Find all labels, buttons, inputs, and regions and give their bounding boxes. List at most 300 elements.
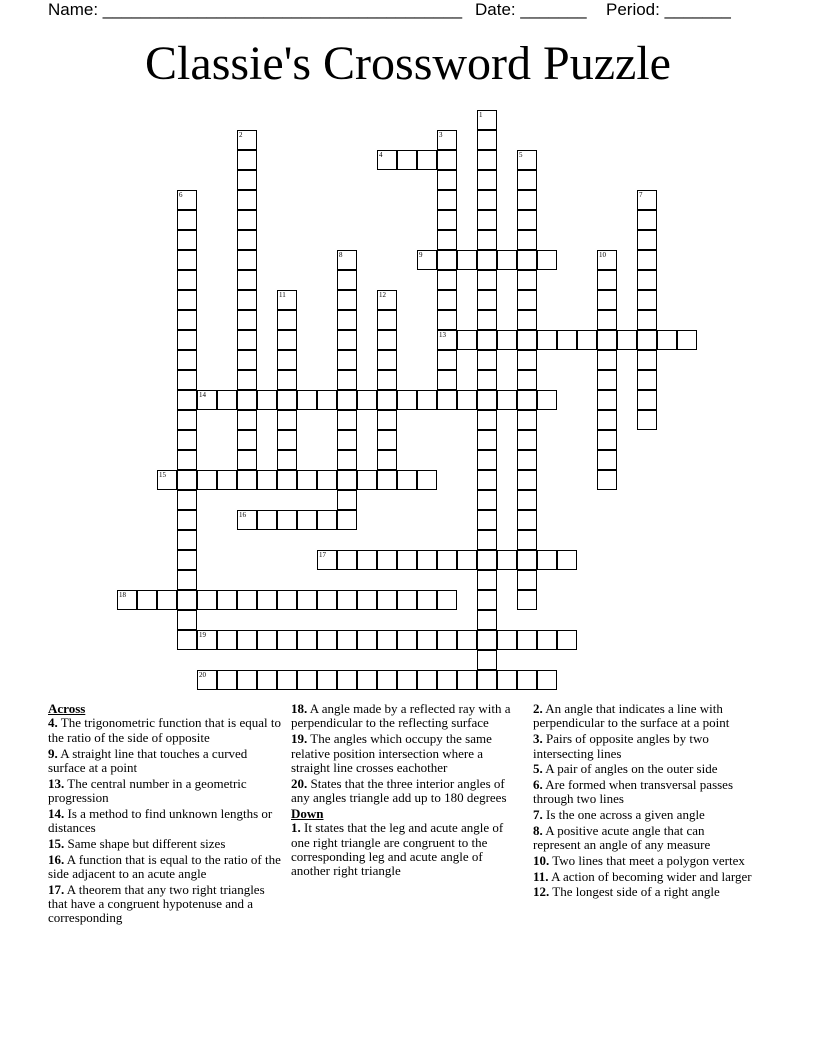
- grid-cell[interactable]: [277, 470, 297, 490]
- grid-cell[interactable]: [217, 470, 237, 490]
- grid-cell[interactable]: [317, 550, 337, 570]
- grid-cell[interactable]: [477, 390, 497, 410]
- clue-number: 14.: [48, 805, 65, 821]
- grid-cell[interactable]: [377, 150, 397, 170]
- across-clue: [48, 747, 284, 776]
- grid-cell[interactable]: [237, 450, 257, 470]
- grid-cell[interactable]: [437, 370, 457, 390]
- grid-cell[interactable]: [177, 350, 197, 370]
- grid-cell[interactable]: [477, 490, 497, 510]
- grid-cell[interactable]: [237, 290, 257, 310]
- grid-cell[interactable]: [397, 470, 417, 490]
- clue-text: A pair of angles on the outer side: [545, 761, 718, 777]
- grid-cell[interactable]: [317, 390, 337, 410]
- grid-cell[interactable]: [197, 470, 217, 490]
- grid-cell[interactable]: [357, 550, 377, 570]
- grid-cell[interactable]: [237, 150, 257, 170]
- grid-cell[interactable]: [217, 390, 237, 410]
- grid-cell[interactable]: [517, 290, 537, 310]
- grid-cell[interactable]: [297, 590, 317, 610]
- grid-cell[interactable]: [237, 130, 257, 150]
- grid-cell[interactable]: [257, 670, 277, 690]
- grid-cell[interactable]: [337, 330, 357, 350]
- grid-cell[interactable]: [237, 270, 257, 290]
- grid-cell[interactable]: [317, 510, 337, 530]
- grid-cell[interactable]: [557, 630, 577, 650]
- grid-cell[interactable]: [477, 610, 497, 630]
- grid-cell[interactable]: [517, 210, 537, 230]
- grid-cell[interactable]: [337, 270, 357, 290]
- grid-cell[interactable]: [257, 510, 277, 530]
- grid-cell[interactable]: [177, 230, 197, 250]
- date-field-label[interactable]: Date: _______: [475, 0, 587, 19]
- grid-cell[interactable]: [337, 670, 357, 690]
- cell-number: 3: [439, 131, 443, 139]
- grid-cell[interactable]: [437, 130, 457, 150]
- grid-cell[interactable]: [177, 250, 197, 270]
- grid-cell[interactable]: [177, 290, 197, 310]
- grid-cell[interactable]: [457, 550, 477, 570]
- grid-cell[interactable]: [237, 170, 257, 190]
- down-clue: [533, 702, 755, 731]
- grid-cell[interactable]: [337, 550, 357, 570]
- grid-cell[interactable]: [517, 390, 537, 410]
- grid-cell[interactable]: [357, 590, 377, 610]
- grid-cell[interactable]: [477, 410, 497, 430]
- cell-number: 20: [199, 671, 206, 679]
- grid-cell[interactable]: [377, 310, 397, 330]
- grid-cell[interactable]: [477, 190, 497, 210]
- grid-cell[interactable]: [617, 330, 637, 350]
- grid-cell[interactable]: [437, 290, 457, 310]
- grid-cell[interactable]: [417, 590, 437, 610]
- grid-cell[interactable]: [497, 390, 517, 410]
- grid-cell[interactable]: [517, 510, 537, 530]
- grid-cell[interactable]: [517, 350, 537, 370]
- grid-cell[interactable]: [637, 210, 657, 230]
- grid-cell[interactable]: [197, 590, 217, 610]
- grid-cell[interactable]: [337, 590, 357, 610]
- clue-text: Are formed when transversal passes through two lines: [533, 776, 734, 807]
- grid-cell[interactable]: [517, 230, 537, 250]
- grid-cell[interactable]: [477, 670, 497, 690]
- grid-cell[interactable]: [417, 470, 437, 490]
- clue-text: Two lines that meet a polygon vertex: [552, 852, 745, 868]
- grid-cell[interactable]: [517, 310, 537, 330]
- grid-cell[interactable]: [177, 370, 197, 390]
- clue-number: 2.: [533, 701, 543, 716]
- grid-cell[interactable]: [437, 150, 457, 170]
- grid-cell[interactable]: [217, 590, 237, 610]
- grid-cell[interactable]: [177, 570, 197, 590]
- grid-cell[interactable]: [237, 470, 257, 490]
- grid-cell[interactable]: [637, 390, 657, 410]
- grid-cell[interactable]: [177, 210, 197, 230]
- grid-cell[interactable]: [337, 450, 357, 470]
- grid-cell[interactable]: [357, 630, 377, 650]
- grid-cell[interactable]: [237, 390, 257, 410]
- across-clue: [48, 883, 284, 926]
- grid-cell[interactable]: [517, 330, 537, 350]
- grid-cell[interactable]: [437, 550, 457, 570]
- grid-cell[interactable]: [337, 490, 357, 510]
- grid-cell[interactable]: [537, 390, 557, 410]
- grid-cell[interactable]: [417, 670, 437, 690]
- grid-cell[interactable]: [317, 590, 337, 610]
- grid-cell[interactable]: [357, 470, 377, 490]
- grid-cell[interactable]: [517, 550, 537, 570]
- grid-cell[interactable]: [477, 230, 497, 250]
- grid-cell[interactable]: [437, 170, 457, 190]
- grid-cell[interactable]: [477, 550, 497, 570]
- grid-cell[interactable]: [237, 190, 257, 210]
- grid-cell[interactable]: [477, 530, 497, 550]
- grid-cell[interactable]: [497, 670, 517, 690]
- grid-cell[interactable]: [177, 630, 197, 650]
- grid-cell[interactable]: [397, 550, 417, 570]
- grid-cell[interactable]: [477, 650, 497, 670]
- grid-cell[interactable]: [297, 390, 317, 410]
- name-field-label[interactable]: Name: ______________________________________: [48, 0, 463, 19]
- grid-cell[interactable]: [237, 410, 257, 430]
- cell-number: 17: [319, 551, 326, 559]
- grid-cell[interactable]: [497, 630, 517, 650]
- grid-cell[interactable]: [197, 390, 217, 410]
- grid-cell[interactable]: [517, 630, 537, 650]
- grid-cell[interactable]: [297, 470, 317, 490]
- grid-cell[interactable]: [177, 310, 197, 330]
- grid-cell[interactable]: [577, 330, 597, 350]
- grid-cell[interactable]: [337, 370, 357, 390]
- grid-cell[interactable]: [257, 470, 277, 490]
- grid-cell[interactable]: [517, 590, 537, 610]
- grid-cell[interactable]: [537, 630, 557, 650]
- grid-cell[interactable]: [437, 270, 457, 290]
- grid-cell[interactable]: [517, 170, 537, 190]
- grid-cell[interactable]: [337, 250, 357, 270]
- grid-cell[interactable]: [537, 550, 557, 570]
- grid-cell[interactable]: [157, 470, 177, 490]
- clue-text: The trigonometric function that is equal to the ratio of the side of opposite: [48, 715, 281, 745]
- grid-cell[interactable]: [397, 150, 417, 170]
- grid-cell[interactable]: [277, 510, 297, 530]
- grid-cell[interactable]: [597, 350, 617, 370]
- down-clue: [291, 821, 523, 879]
- grid-cell[interactable]: [517, 490, 537, 510]
- grid-cell[interactable]: [177, 390, 197, 410]
- grid-cell[interactable]: [597, 250, 617, 270]
- grid-cell[interactable]: [277, 290, 297, 310]
- clue-number: 12.: [533, 884, 550, 900]
- grid-cell[interactable]: [597, 450, 617, 470]
- grid-cell[interactable]: [397, 590, 417, 610]
- grid-cell[interactable]: [277, 370, 297, 390]
- grid-cell[interactable]: [157, 590, 177, 610]
- clue-text: Pairs of opposite angles by two intersecting lines: [533, 731, 709, 761]
- grid-cell[interactable]: [417, 250, 437, 270]
- grid-cell[interactable]: [377, 450, 397, 470]
- grid-cell[interactable]: [377, 590, 397, 610]
- grid-cell[interactable]: [637, 190, 657, 210]
- grid-cell[interactable]: [337, 350, 357, 370]
- grid-cell[interactable]: [477, 370, 497, 390]
- grid-cell[interactable]: [317, 630, 337, 650]
- grid-cell[interactable]: [237, 250, 257, 270]
- grid-cell[interactable]: [477, 270, 497, 290]
- grid-cell[interactable]: [537, 250, 557, 270]
- grid-cell[interactable]: [437, 590, 457, 610]
- grid-cell[interactable]: [477, 150, 497, 170]
- grid-cell[interactable]: [197, 630, 217, 650]
- grid-cell[interactable]: [277, 330, 297, 350]
- grid-cell[interactable]: [437, 210, 457, 230]
- grid-cell[interactable]: [637, 310, 657, 330]
- grid-cell[interactable]: [377, 290, 397, 310]
- grid-cell[interactable]: [177, 270, 197, 290]
- grid-cell[interactable]: [177, 590, 197, 610]
- grid-cell[interactable]: [177, 430, 197, 450]
- grid-cell[interactable]: [597, 330, 617, 350]
- grid-cell[interactable]: [597, 410, 617, 430]
- grid-cell[interactable]: [437, 670, 457, 690]
- grid-cell[interactable]: [517, 430, 537, 450]
- grid-cell[interactable]: [477, 170, 497, 190]
- grid-cell[interactable]: [277, 590, 297, 610]
- grid-cell[interactable]: [397, 670, 417, 690]
- grid-cell[interactable]: [337, 470, 357, 490]
- grid-cell[interactable]: [337, 410, 357, 430]
- grid-cell[interactable]: [477, 350, 497, 370]
- grid-cell[interactable]: [277, 410, 297, 430]
- grid-cell[interactable]: [637, 290, 657, 310]
- grid-cell[interactable]: [517, 530, 537, 550]
- grid-cell[interactable]: [437, 390, 457, 410]
- grid-cell[interactable]: [417, 550, 437, 570]
- grid-cell[interactable]: [397, 630, 417, 650]
- grid-cell[interactable]: [237, 670, 257, 690]
- grid-cell[interactable]: [437, 310, 457, 330]
- grid-cell[interactable]: [457, 630, 477, 650]
- grid-cell[interactable]: [337, 510, 357, 530]
- grid-cell[interactable]: [277, 310, 297, 330]
- grid-cell[interactable]: [517, 370, 537, 390]
- grid-cell[interactable]: [177, 610, 197, 630]
- grid-cell[interactable]: [497, 550, 517, 570]
- grid-cell[interactable]: [297, 630, 317, 650]
- grid-cell[interactable]: [437, 630, 457, 650]
- grid-cell[interactable]: [517, 450, 537, 470]
- grid-cell[interactable]: [477, 290, 497, 310]
- grid-cell[interactable]: [457, 250, 477, 270]
- grid-cell[interactable]: [437, 350, 457, 370]
- grid-cell[interactable]: [237, 230, 257, 250]
- grid-cell[interactable]: [337, 290, 357, 310]
- grid-cell[interactable]: [217, 630, 237, 650]
- grid-cell[interactable]: [517, 190, 537, 210]
- grid-cell[interactable]: [437, 230, 457, 250]
- grid-cell[interactable]: [217, 670, 237, 690]
- grid-cell[interactable]: [417, 150, 437, 170]
- grid-cell[interactable]: [477, 450, 497, 470]
- grid-cell[interactable]: [337, 310, 357, 330]
- grid-cell[interactable]: [637, 250, 657, 270]
- cell-number: 1: [479, 111, 483, 119]
- grid-cell[interactable]: [177, 490, 197, 510]
- grid-cell[interactable]: [177, 190, 197, 210]
- grid-cell[interactable]: [457, 390, 477, 410]
- grid-cell[interactable]: [477, 310, 497, 330]
- grid-cell[interactable]: [517, 150, 537, 170]
- grid-cell[interactable]: [517, 410, 537, 430]
- clue-number: 17.: [48, 881, 65, 897]
- grid-cell[interactable]: [277, 670, 297, 690]
- grid-cell[interactable]: [237, 350, 257, 370]
- grid-cell[interactable]: [477, 590, 497, 610]
- grid-cell[interactable]: [377, 670, 397, 690]
- grid-cell[interactable]: [417, 390, 437, 410]
- grid-cell[interactable]: [377, 630, 397, 650]
- clue-number: 3.: [533, 731, 543, 747]
- period-field-label[interactable]: Period: _______: [606, 0, 731, 19]
- grid-cell[interactable]: [517, 270, 537, 290]
- grid-cell[interactable]: [137, 590, 157, 610]
- grid-cell[interactable]: [237, 370, 257, 390]
- clue-number: 9.: [48, 745, 58, 761]
- grid-cell[interactable]: [457, 670, 477, 690]
- clue-number: 15.: [48, 835, 65, 851]
- cell-number: 15: [159, 471, 166, 479]
- grid-cell[interactable]: [477, 510, 497, 530]
- down-clue-list-part-2: [533, 702, 755, 900]
- cell-number: 5: [519, 151, 523, 159]
- grid-cell[interactable]: [117, 590, 137, 610]
- grid-cell[interactable]: [377, 370, 397, 390]
- grid-cell[interactable]: [377, 390, 397, 410]
- grid-cell[interactable]: [277, 630, 297, 650]
- grid-cell[interactable]: [537, 670, 557, 690]
- grid-cell[interactable]: [257, 390, 277, 410]
- grid-cell[interactable]: [237, 430, 257, 450]
- clue-number: 5.: [533, 761, 543, 777]
- grid-cell[interactable]: [557, 550, 577, 570]
- grid-cell[interactable]: [237, 510, 257, 530]
- grid-cell[interactable]: [597, 470, 617, 490]
- grid-cell[interactable]: [357, 390, 377, 410]
- grid-cell[interactable]: [297, 510, 317, 530]
- grid-cell[interactable]: [237, 630, 257, 650]
- grid-cell[interactable]: [597, 390, 617, 410]
- grid-cell[interactable]: [237, 590, 257, 610]
- grid-cell[interactable]: [477, 110, 497, 130]
- grid-cell[interactable]: [677, 330, 697, 350]
- grid-cell[interactable]: [377, 350, 397, 370]
- grid-cell[interactable]: [317, 670, 337, 690]
- grid-cell[interactable]: [477, 250, 497, 270]
- grid-cell[interactable]: [177, 470, 197, 490]
- grid-cell[interactable]: [377, 550, 397, 570]
- grid-cell[interactable]: [497, 330, 517, 350]
- grid-cell[interactable]: [637, 350, 657, 370]
- grid-cell[interactable]: [237, 330, 257, 350]
- grid-cell[interactable]: [277, 390, 297, 410]
- grid-cell[interactable]: [317, 470, 337, 490]
- grid-cell[interactable]: [597, 290, 617, 310]
- grid-cell[interactable]: [177, 530, 197, 550]
- grid-cell[interactable]: [477, 430, 497, 450]
- grid-cell[interactable]: [277, 350, 297, 370]
- grid-cell[interactable]: [377, 410, 397, 430]
- grid-cell[interactable]: [537, 330, 557, 350]
- grid-cell[interactable]: [357, 670, 377, 690]
- grid-cell[interactable]: [517, 570, 537, 590]
- grid-cell[interactable]: [277, 450, 297, 470]
- clue-text: A theorem that any two right triangles that have a congruent hypotenuse and a corresponding: [48, 881, 265, 926]
- grid-cell[interactable]: [657, 330, 677, 350]
- down-clue: [533, 824, 755, 853]
- grid-cell[interactable]: [477, 210, 497, 230]
- grid-cell[interactable]: [517, 470, 537, 490]
- grid-cell[interactable]: [437, 250, 457, 270]
- grid-cell[interactable]: [417, 630, 437, 650]
- grid-cell[interactable]: [437, 330, 457, 350]
- clue-text: The central number in a geometric progression: [48, 775, 247, 806]
- grid-cell[interactable]: [337, 630, 357, 650]
- grid-cell[interactable]: [477, 630, 497, 650]
- grid-cell[interactable]: [177, 450, 197, 470]
- grid-cell[interactable]: [517, 670, 537, 690]
- grid-cell[interactable]: [637, 230, 657, 250]
- grid-cell[interactable]: [557, 330, 577, 350]
- grid-cell[interactable]: [597, 270, 617, 290]
- grid-cell[interactable]: [197, 670, 217, 690]
- grid-cell[interactable]: [177, 550, 197, 570]
- grid-cell[interactable]: [637, 370, 657, 390]
- grid-cell[interactable]: [377, 430, 397, 450]
- grid-cell[interactable]: [297, 670, 317, 690]
- grid-cell[interactable]: [637, 330, 657, 350]
- clue-text: The angles which occupy the same relative position intersection where a straight line crosses eachother: [291, 731, 492, 775]
- grid-cell[interactable]: [477, 470, 497, 490]
- grid-cell[interactable]: [597, 310, 617, 330]
- grid-cell[interactable]: [257, 590, 277, 610]
- grid-cell[interactable]: [337, 430, 357, 450]
- grid-cell[interactable]: [337, 390, 357, 410]
- grid-cell[interactable]: [637, 410, 657, 430]
- grid-cell[interactable]: [377, 470, 397, 490]
- grid-cell[interactable]: [637, 270, 657, 290]
- grid-cell[interactable]: [457, 330, 477, 350]
- grid-cell[interactable]: [177, 330, 197, 350]
- grid-cell[interactable]: [437, 190, 457, 210]
- grid-cell[interactable]: [397, 390, 417, 410]
- grid-cell[interactable]: [517, 250, 537, 270]
- across-clue: [48, 837, 284, 851]
- grid-cell[interactable]: [237, 210, 257, 230]
- grid-cell[interactable]: [257, 630, 277, 650]
- grid-cell[interactable]: [597, 370, 617, 390]
- grid-cell[interactable]: [277, 430, 297, 450]
- grid-cell[interactable]: [477, 570, 497, 590]
- grid-cell[interactable]: [597, 430, 617, 450]
- grid-cell[interactable]: [477, 130, 497, 150]
- grid-cell[interactable]: [237, 310, 257, 330]
- grid-cell[interactable]: [477, 330, 497, 350]
- grid-cell[interactable]: [497, 250, 517, 270]
- grid-cell[interactable]: [177, 510, 197, 530]
- grid-cell[interactable]: [177, 410, 197, 430]
- grid-cell[interactable]: [377, 330, 397, 350]
- down-clue: [533, 808, 755, 822]
